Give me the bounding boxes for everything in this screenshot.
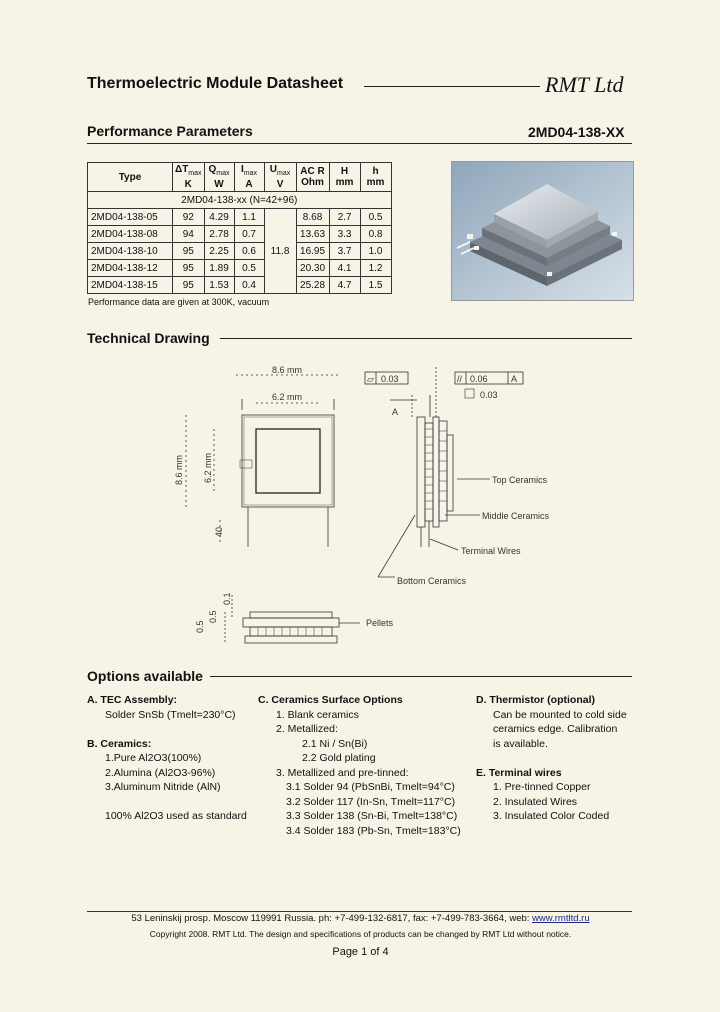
option-item: Solder SnSb (Tmelt=230°C): [105, 708, 236, 721]
cell-h: 0.5: [360, 209, 391, 226]
col-h-header: h mm: [360, 163, 391, 192]
dim-c-label: 0.1: [222, 592, 232, 605]
parallel-value: 0.06: [470, 374, 488, 384]
table-row: [88, 260, 392, 277]
option-item: 2.1 Ni / Sn(Bi): [302, 737, 368, 750]
option-item: 3.1 Solder 94 (PbSnBi, Tmelt=94°C): [286, 781, 455, 793]
cell-H: 3.7: [329, 243, 360, 260]
option-heading: A. TEC Assembly:: [87, 694, 178, 706]
table-header-row: [88, 163, 392, 192]
options-rule: [210, 676, 632, 677]
option-item: Can be mounted to cold side: [493, 708, 627, 721]
cell-dt: 94: [173, 226, 205, 243]
document-title: Thermoelectric Module Datasheet: [87, 75, 344, 92]
part-number: 2MD04-138-XX: [528, 124, 625, 140]
website-link[interactable]: www.rmtltd.ru: [532, 913, 590, 924]
performance-heading: Performance Parameters: [87, 123, 253, 139]
cell-umax: 11.8: [264, 209, 296, 294]
cell-acr: 8.68: [296, 209, 329, 226]
option-item: 3.2 Solder 117 (In-Sn, Tmelt=117°C): [286, 795, 456, 808]
cell-i: 0.4: [234, 277, 264, 294]
option-item: 1. Pre-tinned Copper: [493, 781, 591, 793]
datum-label: A: [392, 407, 399, 417]
cell-q: 2.25: [204, 243, 234, 260]
cell-acr: 20.30: [296, 260, 329, 277]
product-photo: [451, 161, 634, 301]
flatness-icon: ⏥: [367, 374, 374, 384]
technical-drawing: [0, 355, 720, 665]
option-item: 3.Aluminum Nitride (AlN): [105, 781, 221, 793]
option-item: 100% Al2O3 used as standard: [105, 810, 247, 822]
option-gap: [87, 795, 257, 810]
flatness-2-value: 0.03: [480, 390, 498, 400]
label-terminal-wires: Terminal Wires: [461, 546, 521, 556]
col-u-header: $U_{max}$ V: [264, 163, 296, 192]
cell-i: 0.5: [234, 260, 264, 277]
option-heading: B. Ceramics:: [87, 737, 152, 750]
label-pellets: Pellets: [366, 618, 394, 628]
options-col-a: [87, 693, 257, 824]
cell-H: 2.7: [329, 209, 360, 226]
options-col-c: [476, 693, 636, 824]
dim-lead-label: 40: [214, 526, 224, 537]
col-H-header: H mm: [329, 163, 360, 192]
footer-rule: [87, 911, 632, 912]
option-item: ceramics edge. Calibration: [493, 723, 618, 735]
option-item: 3.3 Solder 138 (Sn-Bi, Tmelt=138°C): [286, 810, 458, 822]
cell-q: 1.89: [204, 260, 234, 277]
option-heading: D. Thermistor (optional): [476, 694, 595, 706]
option-item: 3. Metallized and pre-tinned:: [276, 766, 409, 779]
cell-H: 4.1: [329, 260, 360, 277]
col-i-header: $I_{max}$ A: [234, 163, 264, 192]
cell-i: 0.6: [234, 243, 264, 260]
cell-dt: 95: [173, 243, 205, 260]
cell-H: 4.7: [329, 277, 360, 294]
col-acr-header: AC R Ohm: [296, 163, 329, 192]
parallel-datum: A: [511, 374, 518, 384]
col-dt-header: $\Delta T_{max}$ K: [173, 163, 205, 192]
cell-acr: 25.28: [296, 277, 329, 294]
option-heading: C. Ceramics Surface Options: [258, 694, 403, 706]
cell-h: 0.8: [360, 226, 391, 243]
option-item: 2.Alumina (Al2O3-96%): [105, 766, 216, 779]
option-item: 3.4 Solder 183 (Pb-Sn, Tmelt=183°C): [286, 824, 461, 837]
options-heading: Options available: [87, 668, 203, 684]
page-number: Page 1 of 4: [332, 946, 389, 958]
col-q-header: $Q_{max}$ W: [204, 163, 234, 192]
performance-table: [87, 162, 392, 294]
option-item: 1. Blank ceramics: [276, 708, 359, 721]
cell-acr: 16.95: [296, 243, 329, 260]
footer-address: [88, 913, 633, 924]
option-gap: [476, 751, 636, 766]
option-item: is available.: [493, 737, 548, 750]
parallel-icon: //: [457, 374, 463, 384]
title-rule: [364, 86, 540, 87]
dim-a-label: 0.5: [195, 620, 205, 633]
address-text: 53 Leninskij prosp. Moscow 119991 Russia. ph: +7-499-132-6817, fax: +7-499-783-3664, web:: [131, 913, 533, 924]
cell-i: 1.1: [234, 209, 264, 226]
group-label: 2MD04-138-xx (N=42+96): [88, 192, 392, 209]
cell-type: 2MD04-138-10: [88, 243, 173, 260]
option-item: 1.Pure Al2O3(100%): [105, 752, 202, 764]
dim-vert-outer-label: 8.6 mm: [174, 454, 184, 485]
cell-q: 2.78: [204, 226, 234, 243]
cell-dt: 95: [173, 260, 205, 277]
col-type-header: Type: [88, 163, 173, 192]
cell-acr: 13.63: [296, 226, 329, 243]
cell-type: 2MD04-138-05: [88, 209, 173, 226]
cell-type: 2MD04-138-12: [88, 260, 173, 277]
option-item: 3. Insulated Color Coded: [493, 810, 610, 822]
company-name: RMT Ltd: [545, 72, 624, 97]
performance-note: Performance data are given at 300K, vacuum: [88, 297, 270, 307]
option-heading: E. Terminal wires: [476, 766, 562, 779]
label-bottom-ceramics: Bottom Ceramics: [397, 576, 467, 586]
cell-h: 1.2: [360, 260, 391, 277]
cell-type: 2MD04-138-08: [88, 226, 173, 243]
cell-dt: 95: [173, 277, 205, 294]
cell-q: 4.29: [204, 209, 234, 226]
drawing-rule: [220, 338, 632, 339]
top-view-inner: [256, 429, 320, 493]
table-row: [88, 226, 392, 243]
cell-q: 1.53: [204, 277, 234, 294]
dim-b-label: 0.5: [208, 610, 218, 623]
dim-outer-label: 8.6 mm: [272, 365, 303, 375]
cell-i: 0.7: [234, 226, 264, 243]
flatness-value: 0.03: [381, 374, 399, 384]
footer-copyright: Copyright 2008. RMT Ltd. The design and specifications of products can be changed by RMT Ltd without notice.: [149, 929, 572, 939]
cell-H: 3.3: [329, 226, 360, 243]
option-item: 2. Insulated Wires: [493, 795, 578, 808]
option-gap: [87, 722, 257, 737]
option-item: 2.2 Gold plating: [302, 752, 376, 764]
table-group-row: [88, 192, 392, 209]
drawing-heading: Technical Drawing: [87, 330, 210, 346]
cell-h: 1.5: [360, 277, 391, 294]
options-col-b: [258, 693, 473, 838]
label-top-ceramics: Top Ceramics: [492, 475, 548, 485]
table-row: [88, 209, 392, 226]
table-row: [88, 243, 392, 260]
dim-vert-inner-label: 6.2 mm: [203, 452, 213, 483]
performance-rule: [87, 143, 632, 144]
cell-dt: 92: [173, 209, 205, 226]
cell-h: 1.0: [360, 243, 391, 260]
dim-inner-label: 6.2 mm: [272, 392, 303, 402]
cell-type: 2MD04-138-15: [88, 277, 173, 294]
option-item: 2. Metallized:: [276, 723, 338, 735]
label-middle-ceramics: Middle Ceramics: [482, 511, 550, 521]
table-row: [88, 277, 392, 294]
